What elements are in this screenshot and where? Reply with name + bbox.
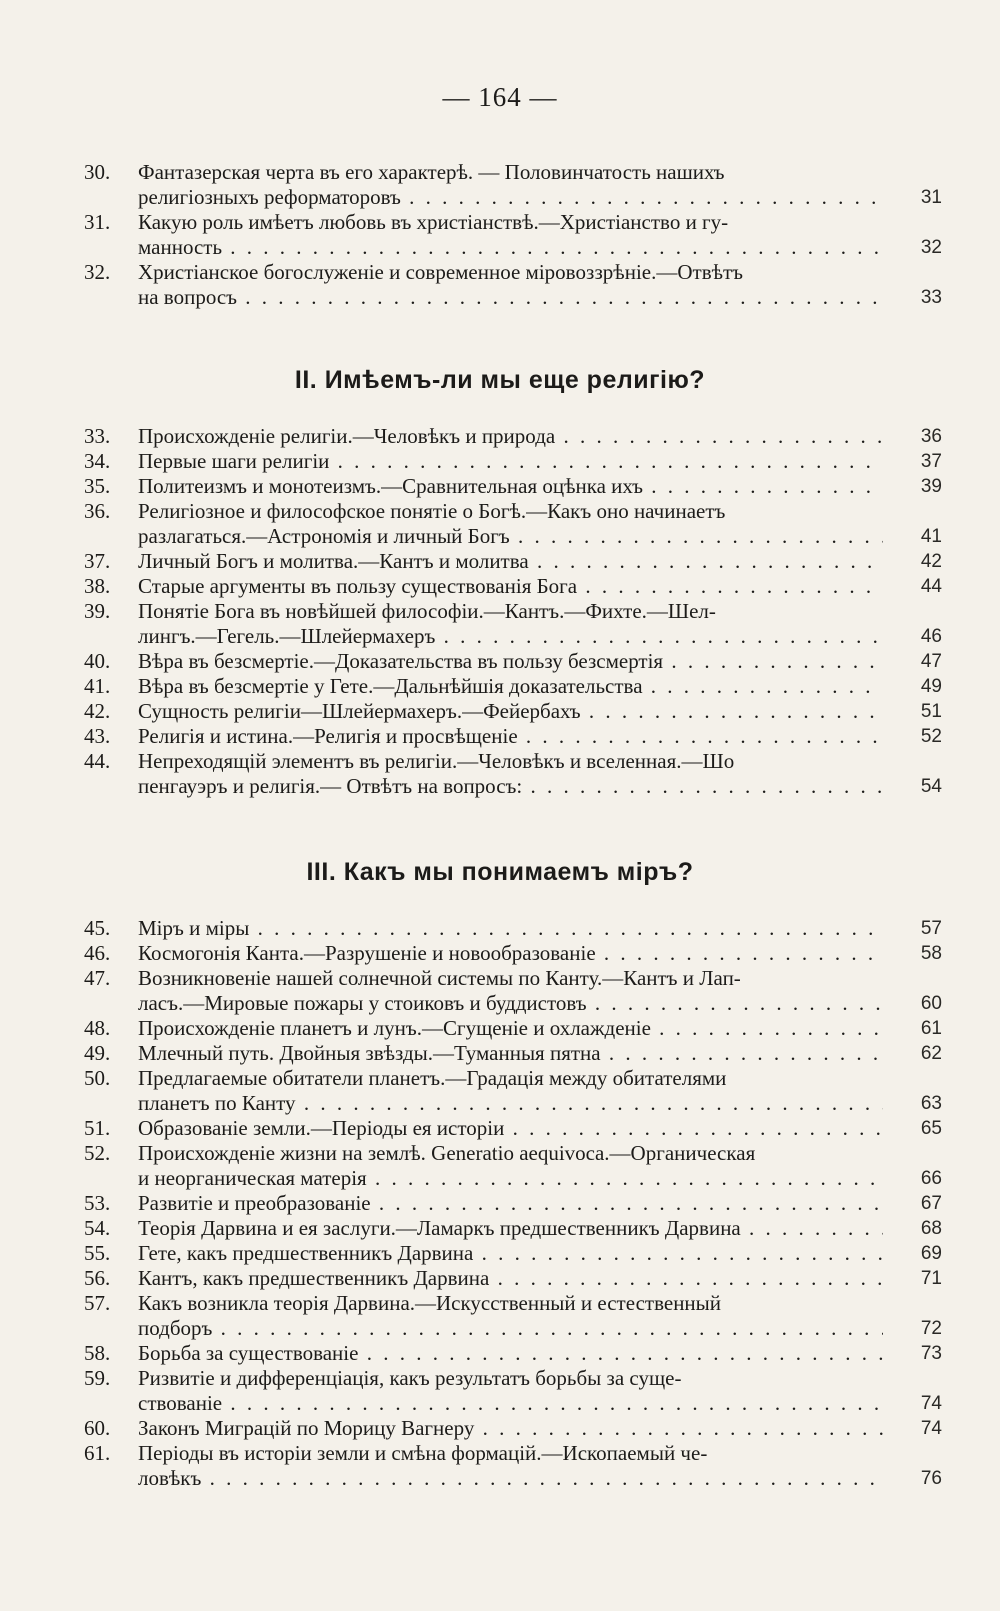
- entry-number: 37.: [84, 549, 111, 573]
- toc-entry: [0, 474, 1000, 499]
- entry-number: 57.: [84, 1291, 111, 1315]
- toc-entry: [0, 941, 1000, 966]
- entry-title: [138, 1341, 883, 1366]
- entry-number: 49.: [84, 1041, 111, 1065]
- entry-page-ref: 49: [920, 676, 942, 697]
- entry-title: [138, 749, 883, 799]
- entry-title: [138, 941, 883, 966]
- entry-title: [138, 916, 883, 941]
- page-number: — 164 —: [442, 82, 558, 112]
- entry-page-ref: 39: [920, 476, 942, 497]
- entry-title-last-line: Космогонія Канта.—Разрушеніе и новообразованіе . . .: [138, 941, 883, 966]
- entry-number: 35.: [84, 474, 111, 498]
- entry-number: 38.: [84, 574, 111, 598]
- entry-title-last-line: Происхожденіе религіи.—Человѣкъ и природа . . .: [138, 424, 883, 449]
- entry-number: 42.: [84, 699, 111, 723]
- section-heading-3: III. Какъ мы понимаемъ міръ?: [306, 858, 694, 886]
- toc-entry: [0, 1191, 1000, 1216]
- toc-entry: [0, 160, 1000, 210]
- entry-page-ref: 76: [920, 1468, 942, 1489]
- entry-number: 47.: [84, 966, 111, 990]
- entry-title-last-line: Законъ Миграцій по Морицу Вагнеру . . .: [138, 1416, 883, 1441]
- entry-title: [138, 966, 883, 1016]
- entry-title-last-line: Млечный путь. Двойныя звѣзды.—Туманныя пятна . . .: [138, 1041, 883, 1066]
- entry-page-ref: 65: [920, 1118, 942, 1139]
- toc-entry: [0, 210, 1000, 260]
- entry-page-ref: 73: [920, 1343, 942, 1364]
- entry-number: 43.: [84, 724, 111, 748]
- entry-page-ref: 31: [920, 187, 942, 208]
- entry-title: [138, 674, 883, 699]
- entry-title: [138, 1141, 883, 1191]
- toc-entry: [0, 1066, 1000, 1116]
- entry-page-ref: 58: [920, 943, 942, 964]
- entry-title: [138, 1116, 883, 1141]
- entry-page-ref: 32: [920, 237, 942, 258]
- entry-page-ref: 46: [920, 626, 942, 647]
- entry-page-ref: 67: [920, 1193, 942, 1214]
- entry-number: 46.: [84, 941, 111, 965]
- entry-title: [138, 1366, 883, 1416]
- toc-entry: [0, 499, 1000, 549]
- entry-number: 36.: [84, 499, 111, 523]
- entry-title-line: Понятіе Бога въ новѣйшей философіи.—Кантъ.—Фихте.—Шел-: [138, 599, 716, 623]
- entry-number: 50.: [84, 1066, 111, 1090]
- toc-entry: [0, 1241, 1000, 1266]
- entry-page-ref: 42: [920, 551, 942, 572]
- entry-title: [138, 1066, 883, 1116]
- entry-title-line: Періоды въ исторіи земли и смѣна формацій.—Ископаемый че-: [138, 1441, 708, 1465]
- entry-title-line: Предлагаемые обитатели планетъ.—Градація между обитателями: [138, 1066, 727, 1090]
- entry-title: [138, 599, 883, 649]
- entry-title: [138, 724, 883, 749]
- entry-title-last-line: Старые аргументы въ пользу существованія Бога . . .: [138, 574, 883, 599]
- entry-number: 59.: [84, 1366, 111, 1390]
- entry-title: [138, 1291, 883, 1341]
- toc-entry: [0, 574, 1000, 599]
- entry-title-last-line: религіозныхъ реформаторовъ . . .: [138, 185, 883, 210]
- toc-entry: [0, 449, 1000, 474]
- toc-entry: [0, 599, 1000, 649]
- entry-page-ref: 60: [920, 993, 942, 1014]
- entry-title-line: Ризвитіе и дифференціація, какъ результатъ борьбы за суще-: [138, 1366, 682, 1390]
- entry-title-last-line: Первые шаги религіи . . .: [138, 449, 883, 474]
- entry-title: [138, 649, 883, 674]
- entry-page-ref: 69: [920, 1243, 942, 1264]
- entry-page-ref: 68: [920, 1218, 942, 1239]
- entry-title-line: Непреходящій элементъ въ религіи.—Человѣкъ и вселенная.—Шо: [138, 749, 735, 773]
- entry-number: 44.: [84, 749, 111, 773]
- toc-entry: [0, 1116, 1000, 1141]
- entry-title-last-line: ловѣкъ . . .: [138, 1466, 883, 1491]
- entry-title: [138, 1041, 883, 1066]
- toc-entry: [0, 1141, 1000, 1191]
- entry-page-ref: 62: [920, 1043, 942, 1064]
- entry-number: 48.: [84, 1016, 111, 1040]
- entry-title: [138, 1191, 883, 1216]
- entry-title: [138, 1266, 883, 1291]
- entry-title-last-line: Міръ и міры . . .: [138, 916, 883, 941]
- entry-number: 31.: [84, 210, 111, 234]
- toc-entry: [0, 424, 1000, 449]
- entry-title-last-line: на вопросъ . . .: [138, 285, 883, 310]
- entry-title-last-line: лингъ.—Гегель.—Шлейермахеръ . . .: [138, 624, 883, 649]
- entry-page-ref: 63: [920, 1093, 942, 1114]
- toc-entry: [0, 699, 1000, 724]
- entry-title-line: Христіанское богослуженіе и современное міровоззрѣніе.—Отвѣтъ: [138, 260, 744, 284]
- entry-title-last-line: Вѣра въ безсмертіе у Гете.—Дальнѣйшія доказательства . . .: [138, 674, 883, 699]
- entry-number: 32.: [84, 260, 111, 284]
- entry-number: 34.: [84, 449, 111, 473]
- toc-entry: [0, 1266, 1000, 1291]
- entry-number: 51.: [84, 1116, 111, 1140]
- section-heading-2: II. Имѣемъ-ли мы еще религію?: [294, 366, 706, 394]
- entry-title: [138, 1216, 883, 1241]
- entry-number: 30.: [84, 160, 111, 184]
- entry-title-last-line: Религія и истина.—Религія и просвѣщеніе . . .: [138, 724, 883, 749]
- toc-entry: [0, 674, 1000, 699]
- entry-title-last-line: манность . . .: [138, 235, 883, 260]
- toc-entry: [0, 1441, 1000, 1491]
- toc-section-continued: [0, 160, 1000, 310]
- entry-title-last-line: Борьба за существованіе . . .: [138, 1341, 883, 1366]
- toc-entry: [0, 916, 1000, 941]
- entry-number: 61.: [84, 1441, 111, 1465]
- entry-number: 60.: [84, 1416, 111, 1440]
- entry-title: [138, 160, 883, 210]
- entry-title-last-line: Вѣра въ безсмертіе.—Доказательства въ пользу безсмертія . . .: [138, 649, 883, 674]
- entry-title-last-line: Кантъ, какъ предшественникъ Дарвина . . .: [138, 1266, 883, 1291]
- entry-page-ref: 52: [920, 726, 942, 747]
- entry-title: [138, 474, 883, 499]
- entry-page-ref: 74: [920, 1393, 942, 1414]
- toc-section-3: [0, 916, 1000, 1491]
- entry-title-last-line: и неорганическая матерія . . .: [138, 1166, 883, 1191]
- entry-number: 56.: [84, 1266, 111, 1290]
- entry-page-ref: 57: [920, 918, 942, 939]
- entry-title-line: Какую роль имѣетъ любовь въ христіанствѣ.—Христіанство и гу-: [138, 210, 729, 234]
- entry-title-last-line: Личный Богъ и молитва.—Кантъ и молитва . . .: [138, 549, 883, 574]
- toc-section-2: [0, 424, 1000, 799]
- entry-number: 39.: [84, 599, 111, 623]
- entry-number: 53.: [84, 1191, 111, 1215]
- entry-title: [138, 210, 883, 260]
- entry-title: [138, 1016, 883, 1041]
- entry-title: [138, 699, 883, 724]
- entry-title-last-line: Политеизмъ и монотеизмъ.—Сравнительная оцѣнка ихъ . . .: [138, 474, 883, 499]
- toc-entry: [0, 1041, 1000, 1066]
- entry-number: 45.: [84, 916, 111, 940]
- entry-title-last-line: Гете, какъ предшественникъ Дарвина . . .: [138, 1241, 883, 1266]
- entry-number: 41.: [84, 674, 111, 698]
- toc-entry: [0, 1016, 1000, 1041]
- entry-page-ref: 44: [920, 576, 942, 597]
- entry-title-last-line: Сущность религіи—Шлейермахеръ.—Фейербахъ . . .: [138, 699, 883, 724]
- entry-number: 55.: [84, 1241, 111, 1265]
- entry-title: [138, 449, 883, 474]
- entry-title: [138, 1416, 883, 1441]
- entry-number: 33.: [84, 424, 111, 448]
- entry-number: 40.: [84, 649, 111, 673]
- entry-title: [138, 424, 883, 449]
- toc-entry: [0, 1341, 1000, 1366]
- entry-page-ref: 66: [920, 1168, 942, 1189]
- toc-entry: [0, 1366, 1000, 1416]
- entry-title-line: Какъ возникла теорія Дарвина.—Искусственный и естественный: [138, 1291, 722, 1315]
- entry-number: 52.: [84, 1141, 111, 1165]
- entry-title: [138, 260, 883, 310]
- toc-entry: [0, 1416, 1000, 1441]
- entry-title-last-line: разлагаться.—Астрономія и личный Богъ . . .: [138, 524, 883, 549]
- entry-title: [138, 1441, 883, 1491]
- entry-title: [138, 1241, 883, 1266]
- entry-title: [138, 574, 883, 599]
- toc-entry: [0, 549, 1000, 574]
- entry-title-last-line: ласъ.—Мировые пожары у стоиковъ и буддистовъ . . .: [138, 991, 883, 1016]
- entry-page-ref: 74: [920, 1418, 942, 1439]
- entry-page-ref: 54: [920, 776, 942, 797]
- toc-entry: [0, 260, 1000, 310]
- entry-title-last-line: Происхожденіе планетъ и лунъ.—Сгущеніе и охлажденіе . . .: [138, 1016, 883, 1041]
- entry-title-last-line: планетъ по Канту . . .: [138, 1091, 883, 1116]
- entry-page-ref: 51: [920, 701, 942, 722]
- entry-page-ref: 41: [920, 526, 942, 547]
- entry-title: [138, 499, 883, 549]
- toc-entry: [0, 724, 1000, 749]
- toc-entry: [0, 749, 1000, 799]
- entry-title-line: Возникновеніе нашей солнечной системы по Канту.—Кантъ и Лап-: [138, 966, 741, 990]
- entry-page-ref: 33: [920, 287, 942, 308]
- entry-title: [138, 549, 883, 574]
- entry-page-ref: 72: [920, 1318, 942, 1339]
- entry-number: 54.: [84, 1216, 111, 1240]
- entry-page-ref: 61: [920, 1018, 942, 1039]
- entry-title-last-line: пенгауэръ и религія.— Отвѣтъ на вопросъ: . . .: [138, 774, 883, 799]
- entry-title-line: Происхожденіе жизни на землѣ. Generatio aequivoca.—Органическая: [138, 1141, 756, 1165]
- entry-title-line: Религіозное и философское понятіе о Богѣ.—Какъ оно начинаетъ: [138, 499, 726, 523]
- toc-entry: [0, 1216, 1000, 1241]
- entry-title-last-line: Образованіе земли.—Періоды ея исторіи . . .: [138, 1116, 883, 1141]
- entry-page-ref: 36: [920, 426, 942, 447]
- entry-page-ref: 71: [920, 1268, 942, 1289]
- toc-entry: [0, 1291, 1000, 1341]
- entry-title-last-line: ствованіе . . .: [138, 1391, 883, 1416]
- toc-entry: [0, 966, 1000, 1016]
- entry-title-last-line: подборъ . . .: [138, 1316, 883, 1341]
- entry-number: 58.: [84, 1341, 111, 1365]
- entry-title-last-line: Теорія Дарвина и ея заслуги.—Ламаркъ предшественникъ Дарвина . . .: [138, 1216, 883, 1241]
- toc-entry: [0, 649, 1000, 674]
- entry-title-line: Фантазерская черта въ его характерѣ. — Половинчатость нашихъ: [138, 160, 725, 184]
- entry-page-ref: 37: [920, 451, 942, 472]
- entry-title-last-line: Развитіе и преобразованіе . . .: [138, 1191, 883, 1216]
- entry-page-ref: 47: [920, 651, 942, 672]
